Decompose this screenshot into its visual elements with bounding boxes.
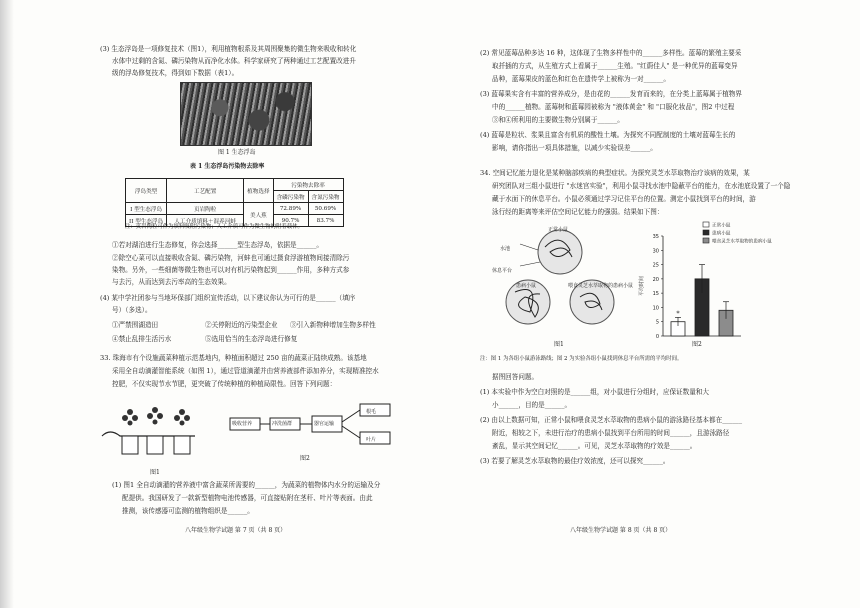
flow-box-2: 冲洗菌群: [272, 421, 293, 427]
label-normal-mouse: 正常小鼠: [548, 227, 569, 233]
y-tick-label: 25: [652, 262, 659, 269]
q34-sub-5: 附近，相较之下，未进行治疗的患病小鼠找到平台所用的时间______，且游泳路径: [492, 429, 730, 437]
flow-box-4: 根毛: [366, 409, 377, 415]
r-line-2: 取扦插的方式，从生殖方式上看属于______生殖。"红蔚佳人" 是一种优异的蓝莓变异: [492, 62, 738, 70]
legend-label: 患病小鼠: [712, 231, 731, 237]
q34-line-1: 34. 空间记忆能力退化是某种脑部疾病的典型症状。为探究灵芝水萃取物治疗该病的效果，某: [480, 169, 750, 177]
table-cell: 人工介质填料＋混养河蚌: [167, 215, 244, 227]
swim-path-figure: [500, 222, 620, 332]
r-line-8: 影响，请你指出一项具体措施，以减少实验误差______。: [492, 144, 657, 152]
label-treated-mouse: 喂食灵芝水萃取物的患病小鼠: [568, 283, 634, 289]
q34-line-2: 研究团队对三组小鼠进行 "水迷宫实验"，利用小鼠寻找水池中隐蔽平台的能力，在水池底设置了一个隐: [492, 182, 791, 190]
q4-line-1: (4) 某中学社团参与当地环保部门组织宣传活动，以下建议你认为可行的是______（填序: [100, 294, 356, 302]
flow-box-5: 叶片: [366, 437, 377, 443]
table-header-n: 含磷污染物: [273, 191, 308, 203]
legend-label: 正常小鼠: [712, 223, 731, 229]
figure-note: 注：图 1 为各组小鼠游泳路线；图 2 为实验各组小鼠找到休息平台所需的平均时间。: [480, 356, 683, 362]
y-tick-label: 10: [652, 305, 659, 312]
y-tick-label: 20: [652, 276, 659, 283]
q3-sub-1: ①若对湖泊进行生态修复，你会选择______型生态浮岛，依据是______。: [112, 241, 323, 249]
swim-figure-caption: 图1: [554, 341, 564, 348]
r-line-3: 品种，蓝莓果皮的蓝色和红色在遗传学上被称为一对______。: [492, 75, 671, 83]
y-tick-label: 0: [655, 334, 659, 340]
q3-sub-4: 与去污，从而达到去污率高的生态效果。: [112, 278, 231, 286]
q4-option-5: ⑤选用恰当的生态浮岛进行修复: [205, 335, 298, 343]
table-header-plant: 植物选择: [244, 179, 273, 203]
q33-sub-2: 配提供。我国研发了一款新型植物电池传感器，可直接贴附在茎秆、叶片等表面。由此: [122, 494, 373, 502]
q3-line-2: 水体中过剩的含氮、磷污染物从而净化水体。科学家研究了两种通过工艺配置改进升: [112, 57, 356, 65]
legend-swatch: [703, 222, 709, 227]
legend-label: 喂食灵芝水萃取物的患病小鼠: [712, 239, 772, 245]
q33-sub-1: (1) 图1 全自动滴灌的营养液中富含蔬菜所需要的______，为蔬菜的植物体内水分的运输及分: [112, 481, 381, 489]
q4-option-3: ③引入新物种增加生物多样性: [290, 321, 376, 329]
page-edge-shadow: [0, 0, 14, 608]
table-row: [126, 203, 344, 215]
q34-line-4: 泳行经的距离等来评估空间记忆能力的强弱。结果如下图：: [492, 208, 664, 216]
q4-option-2: ②关停附近的污染型企业: [205, 321, 278, 329]
table-cell: 90.7%: [273, 215, 308, 227]
y-tick-label: 15: [652, 291, 659, 298]
pollutant-removal-table: [125, 178, 344, 227]
q33-sub-3: 推测，该传感器可监测的植物组织是______。: [122, 507, 254, 515]
q3-line-3: 级的浮岛修复技术，得到如下数据（表1）。: [112, 69, 239, 77]
flow-box-3: 器官运输: [314, 421, 335, 427]
q33-line-3: 控肥，不仅实现节水节肥，更突破了传统种植的种植局限性。回答下列问题：: [112, 380, 337, 388]
table-cell: I 型生态浮岛: [126, 203, 167, 215]
label-platform: 休息平台: [492, 268, 513, 274]
label-pool: 水池: [500, 246, 511, 252]
table-cell: 72.89%: [273, 203, 308, 215]
table1-title: 表 1 生态浮岛污染物去除率: [190, 163, 265, 170]
q34-sub-4: (2) 由以上数据可知，正常小鼠和喂食灵芝水萃取物的患病小鼠的游泳路径基本都在______: [480, 416, 742, 424]
flow-box-1: 吸收营养: [232, 421, 253, 427]
r-line-6: ③和④所利用的主要微生物分别属于______。: [492, 116, 624, 124]
q34-sub-1: 据图回答问题。: [492, 373, 539, 381]
right-page-footer: 八年级生物学试题 第 8 页（共 8 页）: [570, 527, 672, 534]
q3-line-1: (3) 生态浮岛是一项修复技术（图1），利用植物根系及其周围聚集的微生物来吸收和转化: [100, 45, 357, 53]
fig1-caption: 图 1 生态浮岛: [218, 149, 256, 156]
right-page: [430, 0, 860, 608]
legend-swatch: [703, 230, 709, 235]
r-line-4: (3) 蓝莓果实含有丰富的营养成分，是由花的______发育而来的，在分类上蓝莓属于植物界: [480, 90, 742, 98]
q4-option-4: ④禁止乱排生活污水: [112, 335, 172, 343]
left-page-footer: 八年级生物学试题 第 7 页（共 8 页）: [185, 527, 287, 534]
table-header-removal: 污染物去除率: [273, 179, 343, 191]
r-line-7: (4) 蓝莓是粒状、浆果且富含有机质的酸性土壤。为探究不同配制度的土壤对蓝莓生长的: [480, 131, 736, 139]
q3-sub-3: 染物。另外，一些细菌等微生物也可以对有机污染物起到______作用，多种方式参: [112, 266, 350, 274]
table-cell: 页岩陶粒: [167, 203, 244, 215]
r-line-5: 中的______植物。蓝莓树和蓝莓园被称为 "液体黄金" 和 "口服化妆品"，图2 中过程: [492, 103, 735, 111]
y-tick-label: 5: [655, 319, 659, 326]
q33-line-2: 采用全自动滴灌智能系统（如图 1），通过管道滴灌并由营养液部件添加养分，实现精准控水: [112, 367, 379, 375]
r-line-1: (2) 常见蓝莓品种多达 16 种，这体现了生物多样性中的______多样性。蓝莓的繁殖主要采: [480, 49, 742, 57]
table-cell: 50.69%: [308, 203, 343, 215]
significance-mark: *: [676, 309, 680, 318]
y-tick-label: 35: [652, 234, 659, 240]
q34-sub-6: 紊乱，显示其空间记忆______。可见，灵芝水萃取物的疗效是______。: [492, 442, 697, 450]
table-header-p: 含氮污染物: [308, 191, 343, 203]
y-axis-label: 平均时间: [639, 275, 645, 297]
table-cell-plant: 美人蕉: [244, 203, 273, 227]
q4-line-2: 号）（多选）。: [112, 306, 152, 314]
table-cell: II 型生态浮岛: [126, 215, 167, 227]
q4-option-1: ①严禁围湖造田: [112, 321, 159, 329]
q3-sub-2: ②除空心菜可以直接吸收含氮、磷污染物，河蚌也可通过摄食浮游植物间接清除污: [112, 254, 350, 262]
bar-chart: [635, 218, 785, 346]
table-cell: 83.7%: [308, 215, 343, 227]
q33-line-1: 33. 珠海市有个设施蔬菜种植示范基地内，种植面积超过 250 亩的蔬菜正陆续成熟。该基地: [100, 354, 367, 362]
table-header-tech: 工艺配置: [167, 179, 244, 203]
table-header-type: 浮岛类型: [126, 179, 167, 203]
drip-irrigation-figure: [100, 396, 210, 466]
q34-sub-7: (3) 若要了解灵芝水萃取物的最佳疗效浓度，还可以探究______。: [480, 457, 670, 465]
y-tick-label: 30: [652, 248, 659, 255]
bar-chart-caption: 图2: [692, 341, 702, 348]
figure-a-label: 图1: [150, 469, 160, 476]
floating-island-photo: [180, 82, 312, 146]
q34-sub-2: (1) 本实验中作为空白对照的是______组，对小鼠进行分组时，应保证数量和大: [480, 388, 710, 396]
table-note: 注：页岩陶粒可作为填料吸附污染物；人工介质可作为微生物的附着载体。: [125, 224, 303, 230]
figure-b-label: 图2: [300, 455, 310, 462]
label-sick-mouse: 患病小鼠: [516, 283, 537, 289]
q34-sub-3: 小______，目的是______。: [492, 401, 572, 409]
legend-swatch: [703, 238, 709, 243]
q34-line-3: 藏于水面下的休息平台。小鼠必须通过学习记住平台的位置。测定小鼠找到平台的时间，游: [492, 195, 756, 203]
